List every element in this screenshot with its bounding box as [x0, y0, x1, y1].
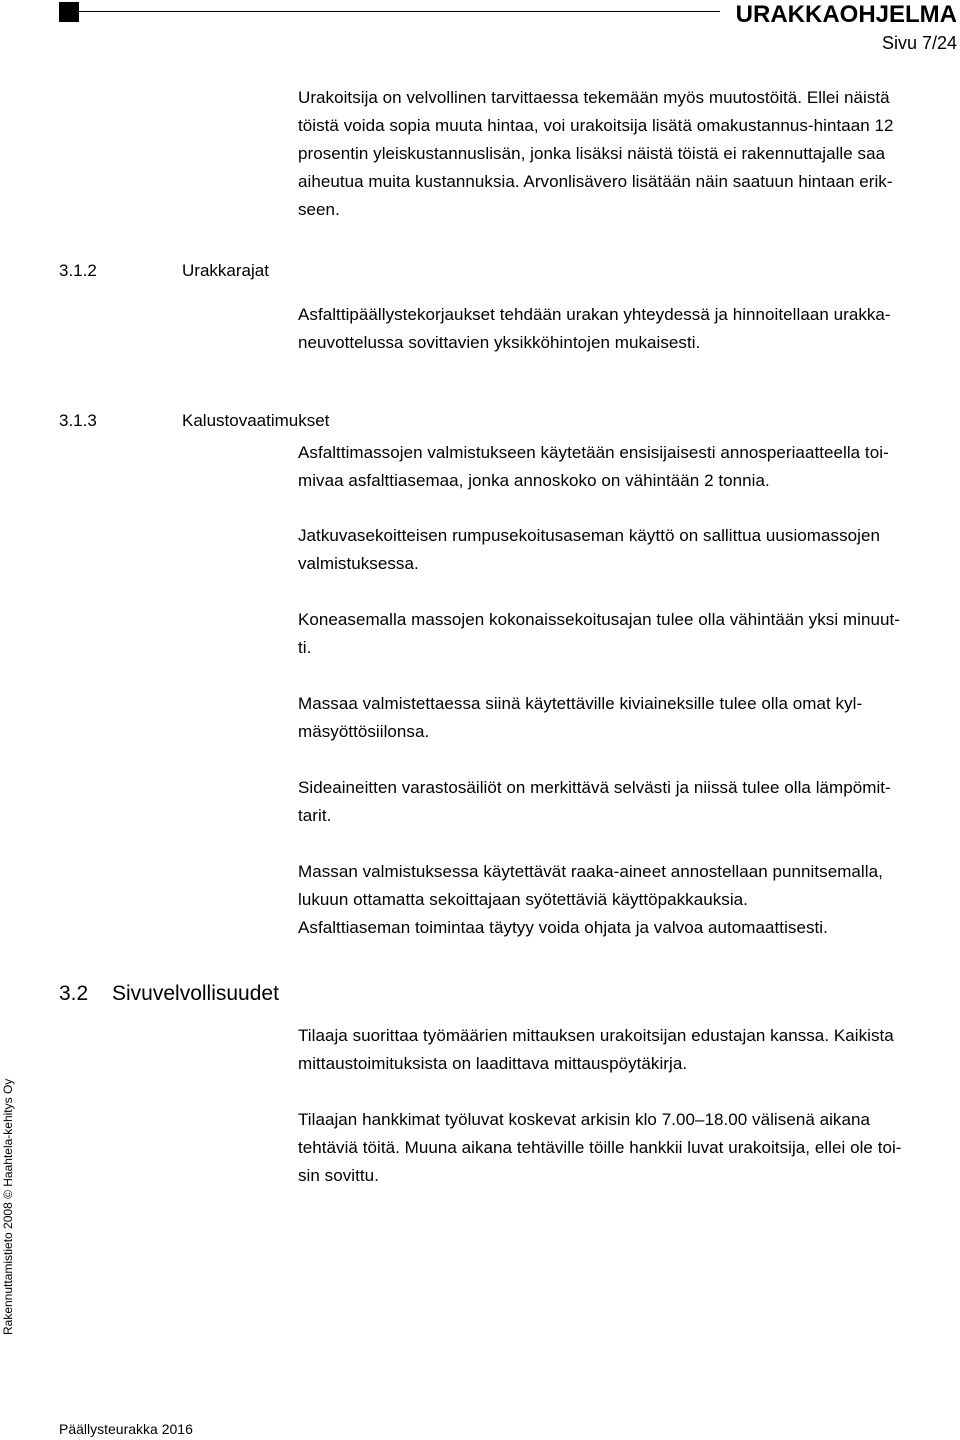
sivuvelvollisuudet-paragraph-2: [298, 1106, 960, 1190]
section-number: 3.1.2: [59, 261, 97, 280]
heading-title: Sivuvelvollisuudet: [112, 982, 279, 1005]
paragraph-line: Asfalttipäällystekorjaukset tehdään urakan yhteydessä ja hinnoitellaan urakka-: [298, 305, 891, 324]
kalusto-paragraph-6: [298, 858, 960, 942]
paragraph-line: Jatkuvasekoitteisen rumpusekoitusaseman käyttö on sallittua uusiomassojen: [298, 526, 880, 545]
paragraph-line: mittaustoimituksista on laadittava mittauspöytäkirja.: [298, 1054, 688, 1073]
paragraph-line: mivaa asfalttiasemaa, jonka annoskoko on vähintään 2 tonnia.: [298, 471, 770, 490]
kalusto-paragraph-3: [298, 606, 960, 662]
paragraph-line: lukuun ottamatta sekoittajaan syötettäviä käyttöpakkauksia.: [298, 890, 748, 909]
paragraph-line: Asfalttiaseman toimintaa täytyy voida ohjata ja valvoa automaattisesti.: [298, 918, 828, 937]
paragraph-line: Massaa valmistettaessa siinä käytettäville kiviaineksille tulee olla omat kyl-: [298, 694, 863, 713]
kalusto-paragraph-5: [298, 774, 960, 830]
paragraph-line: Sideaineitten varastosäiliöt on merkittävä selvästi ja niissä tulee olla lämpömit-: [298, 778, 891, 797]
document-title: URAKKAOHJELMA: [735, 1, 957, 28]
header-square-mark: [59, 2, 79, 22]
paragraph-line: Massan valmistuksessa käytettävät raaka-aineet annostellaan punnitsemalla,: [298, 862, 883, 881]
heading-number: 3.2: [59, 982, 89, 1005]
intro-line: aiheutua muita kustannuksia. Arvonlisävero lisätään näin saatuun hintaan erik-: [298, 172, 893, 191]
paragraph-line: ti.: [298, 638, 312, 657]
header-rule: [79, 11, 720, 12]
paragraph-line: Tilaaja suorittaa työmäärien mittauksen urakoitsijan edustajan kanssa. Kaikista: [298, 1026, 894, 1045]
paragraph-line: neuvottelussa sovittavien yksikköhintojen mukaisesti.: [298, 333, 701, 352]
sivuvelvollisuudet-paragraph-1: [298, 1022, 960, 1078]
paragraph-line: Tilaajan hankkimat työluvat koskevat arkisin klo 7.00–18.00 välisenä aikana: [298, 1110, 870, 1129]
page-number: Sivu 7/24: [881, 33, 957, 53]
intro-line: prosentin yleiskustannuslisän, jonka lisäksi näistä töistä ei rakennuttajalle saa: [298, 144, 886, 163]
paragraph-line: mäsyöttösiilonsa.: [298, 722, 430, 741]
paragraph-line: tehtäviä töitä. Muuna aikana tehtäville töille hankkii luvat urakoitsija, ellei ole toi-: [298, 1138, 902, 1157]
paragraph-line: sin sovittu.: [298, 1166, 379, 1185]
intro-line: Urakoitsija on velvollinen tarvittaessa tekemään myös muutostöitä. Ellei näistä: [298, 88, 890, 107]
intro-line: seen.: [298, 200, 340, 219]
paragraph-line: valmistuksessa.: [298, 554, 419, 573]
section-title: Urakkarajat: [182, 261, 269, 280]
paragraph-line: Asfalttimassojen valmistukseen käytetään ensisijaisesti annosperiaatteella toi-: [298, 443, 889, 462]
section-title: Kalustovaatimukset: [182, 411, 330, 430]
kalusto-paragraph-2: [298, 522, 960, 578]
kalusto-paragraph-1: [298, 439, 960, 495]
footer-text: Päällysteurakka 2016: [59, 1421, 193, 1437]
kalusto-paragraph-4: [298, 690, 960, 746]
paragraph-line: Koneasemalla massojen kokonaissekoitusajan tulee olla vähintään yksi minuut-: [298, 610, 900, 629]
side-copyright-notice: Rakennuttamistieto 2008 © Haahtela-kehitys Oy: [1, 1078, 15, 1335]
urakkarajat-paragraph: [298, 301, 960, 357]
section-number: 3.1.3: [59, 411, 97, 430]
paragraph-line: tarit.: [298, 806, 332, 825]
intro-line: töistä voida sopia muuta hintaa, voi urakoitsija lisätä omakustannus-hintaan 12: [298, 116, 894, 135]
intro-paragraph: [298, 84, 960, 224]
